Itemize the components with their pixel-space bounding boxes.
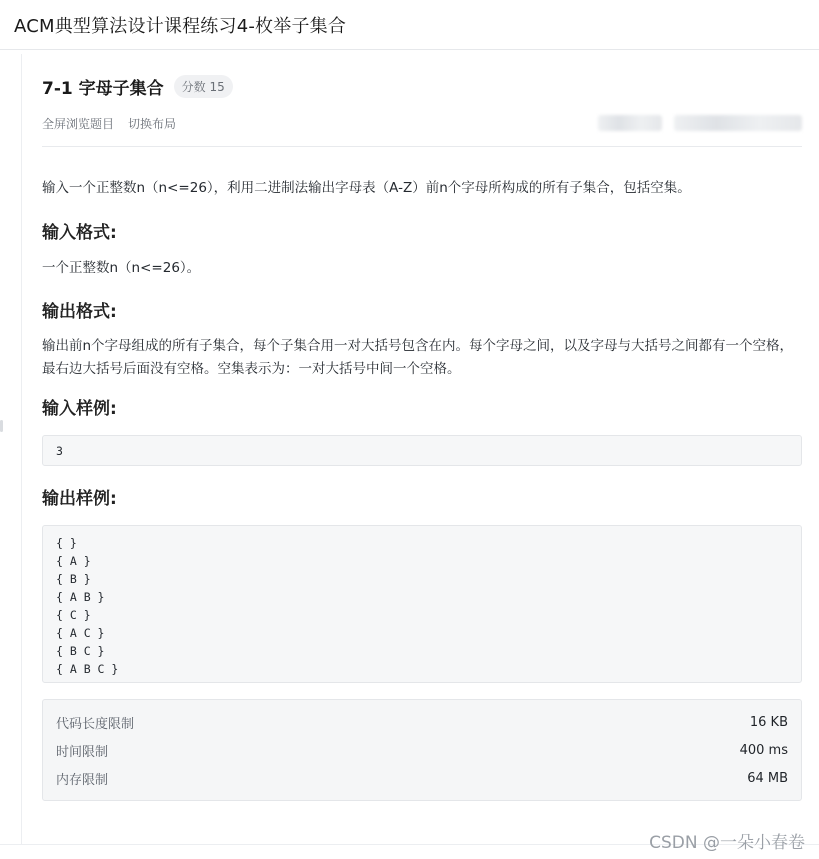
sample-output-box[interactable]	[42, 525, 802, 683]
switch-layout-link[interactable]: 切换布局	[128, 116, 177, 131]
problem-toolbar	[42, 108, 802, 147]
limit-value: 16 KB	[749, 714, 788, 730]
input-format-heading: 输入格式:	[42, 223, 117, 243]
sample-input-heading: 输入样例:	[42, 399, 117, 419]
sample-output-line: { }	[56, 536, 77, 550]
sample-output-line: { B }	[56, 572, 91, 586]
output-format-heading: 输出格式:	[42, 302, 117, 322]
csdn-watermark: CSDN @一朵小春卷	[649, 833, 805, 853]
top-bar	[0, 0, 819, 50]
limit-label: 代码长度限制	[56, 716, 135, 732]
score-badge: 分数 15	[174, 75, 233, 98]
limit-value: 64 MB	[747, 770, 788, 786]
sample-output-line: { A B C }	[56, 662, 119, 676]
limit-value: 400 ms	[739, 742, 788, 758]
limit-row-time	[56, 736, 788, 764]
limit-row-memory	[56, 764, 788, 792]
sample-output-line: { A B }	[56, 590, 105, 604]
exam-title: ACM典型算法设计课程练习4-枚举子集合	[14, 15, 347, 37]
side-edge-handle[interactable]	[0, 420, 3, 432]
sample-input-box[interactable]	[42, 435, 802, 466]
sample-input-line: 3	[56, 444, 63, 458]
redacted-block	[598, 115, 662, 131]
problem-content	[42, 54, 802, 801]
limits-panel	[42, 699, 802, 801]
limit-row-code-length	[56, 708, 788, 736]
input-format-text: 一个正整数n（n<=26）。	[42, 260, 201, 276]
redacted-block	[674, 115, 802, 131]
limit-label: 内存限制	[56, 772, 109, 788]
problem-description: 输入一个正整数n（n<=26），利用二进制法输出字母表（A-Z）前n个字母所构成的所有子集合，包括空集。	[42, 180, 691, 196]
sample-output-heading: 输出样例:	[42, 489, 117, 509]
sample-output-line: { C }	[56, 608, 91, 622]
problem-title: 7-1 字母子集合	[42, 78, 164, 99]
redacted-info	[598, 115, 802, 131]
sample-output-line: { A C }	[56, 626, 105, 640]
fullscreen-view-link[interactable]: 全屏浏览题目	[42, 116, 115, 131]
limit-label: 时间限制	[56, 744, 109, 760]
sample-output-line: { A }	[56, 554, 91, 568]
output-format-text: 输出前n个字母组成的所有子集合，每个子集合用一对大括号包含在内。每个字母之间，以及字母与大括号之间都有一个空格，最右边大括号后面没有空格。空集表示为：一对大括号中间一个空格。	[42, 338, 794, 377]
problem-header	[42, 64, 802, 108]
sample-output-line: { B C }	[56, 644, 105, 658]
